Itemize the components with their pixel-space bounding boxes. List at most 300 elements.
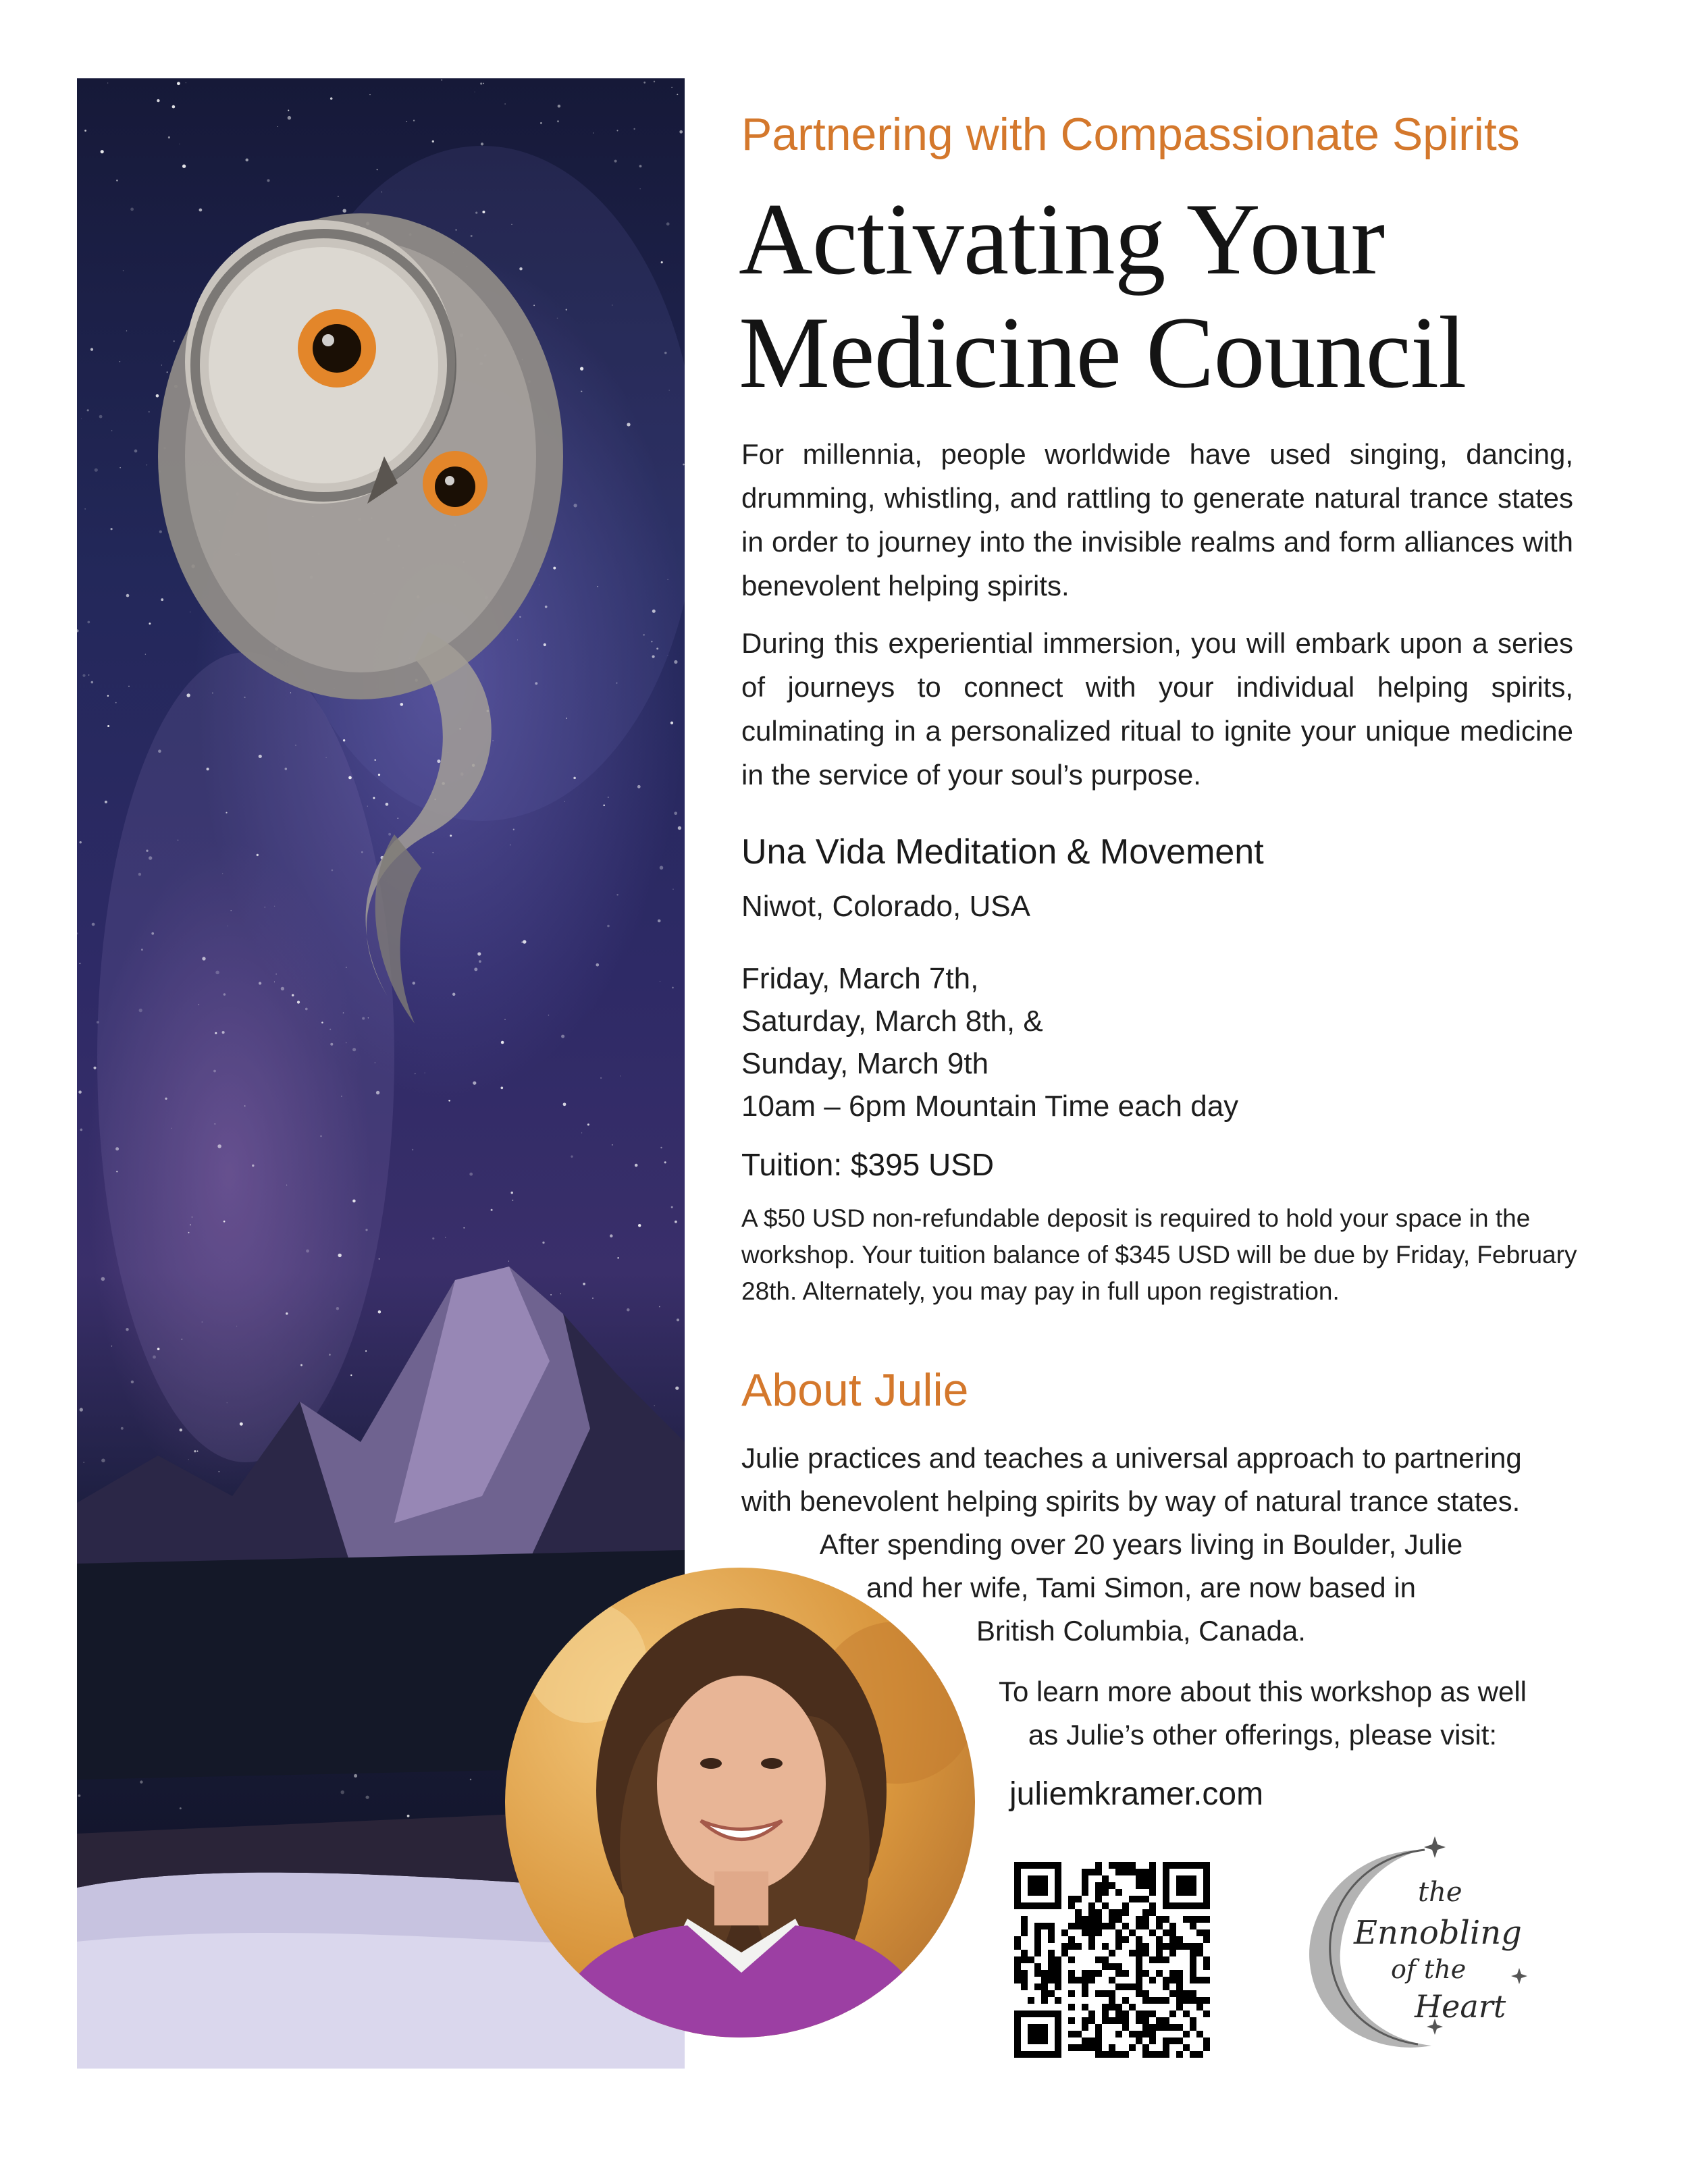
qr-finder [1028, 1875, 1048, 1896]
star [368, 1017, 369, 1018]
qr-module [1190, 1990, 1196, 1997]
star [677, 1319, 679, 1321]
star [130, 207, 134, 211]
star [519, 616, 521, 618]
star [659, 1306, 660, 1308]
qr-module [1129, 1950, 1136, 1956]
star [115, 1147, 119, 1150]
star [379, 1258, 380, 1260]
qr-module [1102, 1963, 1109, 1970]
qr-module [1142, 2017, 1149, 2024]
qr-module [1163, 1943, 1169, 1950]
qr-module [1169, 2037, 1176, 2044]
qr-module [1048, 1923, 1055, 1929]
qr-module [1055, 1983, 1061, 1990]
qr-module [1034, 1923, 1041, 1929]
qr-module [1142, 2024, 1149, 2031]
qr-module [1163, 1916, 1169, 1923]
star [510, 844, 511, 845]
qr-module [1095, 1896, 1102, 1902]
qr-module [1021, 1950, 1028, 1956]
star [348, 776, 352, 780]
qr-module [1109, 1916, 1115, 1923]
star [563, 1102, 566, 1106]
star [252, 1165, 254, 1167]
star [199, 209, 203, 212]
star [174, 340, 175, 342]
star [367, 806, 368, 807]
star [227, 1402, 228, 1403]
qr-module [1115, 1862, 1122, 1869]
qr-module [1082, 1875, 1088, 1882]
qr-module [1142, 1909, 1149, 1916]
star [571, 1155, 573, 1157]
star [78, 1794, 81, 1797]
qr-module [1176, 2037, 1183, 2044]
qr-module [1102, 1923, 1109, 1929]
star [654, 81, 655, 82]
qr-module [1109, 1862, 1115, 1869]
qr-module [1068, 1902, 1075, 1909]
star [580, 367, 583, 370]
star [369, 94, 371, 95]
star [128, 686, 130, 687]
qr-module [1068, 1956, 1075, 1963]
qr-module [1102, 2017, 1109, 2024]
star [441, 80, 442, 81]
star [101, 1459, 105, 1463]
qr-module [1088, 2010, 1095, 2017]
qr-module [1041, 1990, 1048, 1997]
qr-module [1176, 2024, 1183, 2031]
qr-module [1142, 2051, 1149, 2058]
qr-module [1190, 1970, 1196, 1977]
title-line-2: Medicine Council [739, 296, 1467, 409]
star [78, 1090, 82, 1094]
star [643, 82, 645, 84]
star [138, 873, 141, 876]
star [376, 1091, 379, 1094]
star [603, 804, 605, 806]
qr-module [1203, 1956, 1210, 1963]
star [177, 82, 180, 85]
star [213, 1070, 216, 1073]
star [638, 1224, 641, 1227]
qr-module [1102, 1889, 1109, 1896]
star [97, 1021, 99, 1023]
star [533, 304, 535, 306]
qr-module [1142, 1950, 1149, 1956]
qr-module [1068, 2044, 1075, 2051]
qr-module [1149, 2037, 1156, 2044]
intro-paragraph-1: For millennia, people worldwide have used singing, dancing, drumming, whistling, and rattling to generate natural trance states in order to journey into the invisible realms and form alliances with benevolent helping spirits. [741, 438, 1573, 602]
qr-module [1183, 1997, 1190, 2004]
qr-module [1075, 1916, 1082, 1923]
about-line: and her wife, Tami Simon, are now based in [866, 1572, 1416, 1603]
qr-module [1176, 1970, 1183, 1977]
star [292, 994, 294, 996]
star [202, 957, 205, 960]
star [198, 1004, 199, 1005]
qr-module [1041, 1923, 1048, 1929]
star [679, 130, 683, 134]
qr-module [1095, 2031, 1102, 2037]
qr-module [1122, 1997, 1129, 2004]
star [79, 963, 80, 964]
qr-module [1021, 1977, 1028, 1983]
qr-module [1156, 2017, 1163, 2024]
star [288, 116, 291, 119]
qr-module [1169, 1936, 1176, 1943]
qr-module [1183, 2044, 1190, 2051]
about-text [741, 1437, 1585, 1523]
qr-module [1055, 1956, 1061, 1963]
qr-module [1115, 1869, 1122, 1875]
star [134, 450, 138, 453]
star [120, 467, 121, 469]
star [146, 850, 148, 852]
star [188, 1232, 190, 1233]
venue-location: Niwot, Colorado, USA [741, 890, 1030, 923]
qr-module [1149, 1882, 1156, 1889]
qr-module [1088, 2044, 1095, 2051]
qr-module [1142, 1869, 1149, 1875]
qr-module [1183, 1943, 1190, 1950]
qr-module [1095, 2024, 1102, 2031]
qr-module [1109, 2017, 1115, 2024]
qr-module [1129, 2031, 1136, 2037]
star [413, 982, 415, 984]
qr-module [1149, 1909, 1156, 1916]
star [637, 785, 641, 789]
qr-module [1088, 2037, 1095, 2044]
star [671, 1206, 673, 1208]
star [157, 1348, 160, 1350]
star [378, 1310, 381, 1314]
star [480, 82, 482, 84]
qr-module [1203, 1929, 1210, 1936]
qr-module [1109, 1909, 1115, 1916]
qr-module [1109, 1882, 1115, 1889]
qr-module [1122, 1983, 1129, 1990]
title-line-1: Activating Your [739, 182, 1385, 296]
star [540, 122, 542, 124]
qr-module [1183, 1916, 1190, 1923]
qr-module [1109, 1977, 1115, 1983]
star [149, 856, 152, 859]
qr-module [1163, 2017, 1169, 2024]
qr-module [1068, 1990, 1075, 1997]
star [352, 1200, 356, 1203]
qr-module [1082, 1882, 1088, 1889]
star [306, 1250, 309, 1253]
star [167, 371, 168, 373]
star [182, 165, 186, 168]
star [101, 150, 104, 153]
qr-module [1048, 1950, 1055, 1956]
qr-module [1014, 1970, 1021, 1977]
qr-module [1183, 2031, 1190, 2037]
star [226, 812, 227, 814]
qr-module [1190, 1943, 1196, 1950]
star [617, 1257, 619, 1259]
star [607, 925, 610, 928]
star [600, 1077, 602, 1079]
qr-module [1115, 1936, 1122, 1943]
star [84, 130, 86, 132]
star [561, 1035, 564, 1038]
qr-module [1068, 1977, 1075, 1983]
qr-module [1088, 1923, 1095, 1929]
qr-module [1095, 1956, 1102, 1963]
star [212, 693, 213, 694]
qr-module [1095, 1916, 1102, 1923]
qr-module [1163, 1997, 1169, 2004]
star [614, 160, 617, 163]
star [201, 1321, 203, 1323]
qr-module [1190, 1977, 1196, 1983]
star [219, 1471, 220, 1472]
website-link[interactable]: juliemkramer.com [1009, 1776, 1264, 1812]
subtitle-kicker: Partnering with Compassionate Spirits [741, 109, 1520, 160]
star [325, 757, 327, 758]
star [581, 391, 582, 392]
qr-module [1136, 1916, 1142, 1923]
star [87, 621, 90, 624]
julie-portrait-photo [505, 1568, 975, 2037]
visit-text [966, 1670, 1560, 1757]
about-line: Julie practices and teaches a universal approach to partnering [741, 1442, 1522, 1474]
star [107, 725, 109, 727]
star [620, 1075, 621, 1076]
qr-module [1082, 2024, 1088, 2031]
star [491, 1209, 493, 1211]
star [378, 774, 380, 776]
qr-module [1156, 1970, 1163, 1977]
star [658, 920, 661, 923]
qr-module [1034, 1943, 1041, 1950]
star [126, 1328, 128, 1331]
qr-module [1055, 1963, 1061, 1970]
star [557, 318, 558, 319]
about-heading: About Julie [741, 1364, 969, 1416]
qr-module [1021, 1956, 1028, 1963]
about-line: British Columbia, Canada. [976, 1615, 1306, 1647]
qr-module [1149, 2031, 1156, 2037]
qr-module [1088, 1909, 1095, 1916]
qr-module [1095, 1869, 1102, 1875]
qr-module [1149, 1869, 1156, 1875]
qr-module [1169, 1929, 1176, 1936]
star [535, 682, 537, 685]
star [400, 703, 403, 706]
star [92, 923, 95, 926]
qr-module [1014, 1977, 1021, 1983]
qr-module [1095, 1862, 1102, 1869]
qr-module [1149, 1956, 1156, 1963]
star [654, 1405, 655, 1406]
qr-module [1176, 1977, 1183, 1983]
star [300, 1364, 302, 1366]
date-line: Saturday, March 8th, & [741, 1005, 1043, 1038]
qr-module [1115, 1916, 1122, 1923]
qr-module [1082, 2017, 1088, 2024]
star [281, 987, 284, 990]
qr-module [1163, 2051, 1169, 2058]
visit-line: as Julie’s other offerings, please visit: [1028, 1719, 1498, 1751]
qr-module [1142, 2044, 1149, 2051]
qr-module [1095, 1909, 1102, 1916]
star [481, 142, 483, 145]
qr-module [1129, 2044, 1136, 2051]
logo-word: of the [1391, 1954, 1467, 1984]
qr-module [1136, 1923, 1142, 1929]
star [504, 103, 505, 104]
star [482, 211, 485, 213]
qr-module [1102, 1943, 1109, 1950]
qr-module [1136, 2037, 1142, 2044]
star [661, 261, 663, 263]
qr-module [1075, 2044, 1082, 2051]
qr-module [1109, 1997, 1115, 2004]
qr-module [1082, 1869, 1088, 1875]
star [186, 693, 190, 697]
qr-module [1014, 1943, 1021, 1950]
star [215, 971, 219, 975]
qr-module [1136, 1970, 1142, 1977]
qr-module [1136, 1950, 1142, 1956]
star [581, 1133, 582, 1134]
qr-module [1156, 1936, 1163, 1943]
qr-module [1149, 1862, 1156, 1869]
qr-module [1142, 1882, 1149, 1889]
star [223, 993, 226, 996]
qr-module [1068, 1943, 1075, 1950]
qr-module [1149, 1875, 1156, 1882]
qr-module [1203, 2010, 1210, 2017]
star [79, 841, 81, 843]
qr-module [1082, 1916, 1088, 1923]
star [107, 695, 109, 696]
star [329, 1354, 331, 1356]
logo-word: the [1418, 1877, 1462, 1908]
star [672, 987, 674, 989]
qr-module [1163, 2037, 1169, 2044]
star [207, 768, 209, 770]
qr-module [1014, 1936, 1021, 1943]
star [274, 906, 275, 907]
star [373, 797, 375, 799]
qr-module [1088, 1902, 1095, 1909]
star [432, 1237, 434, 1240]
star [140, 1780, 142, 1783]
star [131, 1381, 134, 1383]
qr-module [1028, 1997, 1034, 2004]
qr-module [1088, 1977, 1095, 1983]
star [288, 109, 289, 111]
qr-module [1021, 1916, 1028, 1923]
qr-module [1095, 2044, 1102, 2051]
star [240, 1422, 243, 1426]
qr-module [1095, 1929, 1102, 1936]
star [149, 622, 151, 624]
star [667, 579, 668, 580]
date-line: Sunday, March 9th [741, 1047, 989, 1080]
qr-module [1115, 1943, 1122, 1950]
qr-module [1183, 2010, 1190, 2017]
star [101, 1277, 105, 1281]
qr-code[interactable] [1014, 1862, 1210, 2058]
qr-module [1190, 1916, 1196, 1923]
qr-module [1136, 1875, 1142, 1882]
star [500, 1087, 503, 1090]
star [244, 1105, 245, 1106]
qr-module [1122, 2051, 1129, 2058]
star [374, 759, 376, 761]
qr-module [1156, 1950, 1163, 1956]
qr-module [1095, 1970, 1102, 1977]
star [450, 834, 452, 836]
star [542, 1242, 544, 1244]
qr-module [1055, 1970, 1061, 1977]
qr-module [1136, 1943, 1142, 1950]
qr-module [1203, 1997, 1210, 2004]
qr-module [1068, 1936, 1075, 1943]
qr-module [1149, 1902, 1156, 1909]
qr-module [1055, 1977, 1061, 1983]
star [95, 469, 98, 472]
qr-module [1149, 2024, 1156, 2031]
qr-module [1109, 2044, 1115, 2051]
qr-module [1203, 1963, 1210, 1970]
star [474, 967, 477, 971]
qr-module [1014, 1956, 1021, 1963]
qr-module [1122, 2010, 1129, 2017]
qr-module [1136, 2017, 1142, 2024]
qr-module [1021, 1929, 1028, 1936]
qr-module [1142, 1970, 1149, 1977]
star [673, 889, 674, 890]
qr-module [1190, 1963, 1196, 1970]
star [82, 674, 85, 677]
star [285, 768, 288, 770]
qr-module [1061, 1950, 1068, 1956]
star [664, 352, 667, 354]
star [501, 1041, 504, 1044]
star [83, 1462, 84, 1463]
star [366, 1796, 369, 1799]
qr-module [1115, 2017, 1122, 2024]
qr-module [1055, 1997, 1061, 2004]
qr-module [1095, 2037, 1102, 2044]
star [566, 718, 567, 719]
star [573, 777, 576, 780]
qr-module [1088, 1943, 1095, 1950]
qr-module [1109, 1923, 1115, 1929]
star [80, 1408, 83, 1411]
qr-module [1034, 1970, 1041, 1977]
qr-module [1169, 1970, 1176, 1977]
star [215, 1032, 217, 1034]
qr-module [1122, 2024, 1129, 2031]
qr-module [1169, 1923, 1176, 1929]
star [388, 833, 391, 836]
qr-module [1034, 1983, 1041, 1990]
qr-module [1163, 2044, 1169, 2051]
qr-module [1196, 1943, 1203, 1950]
qr-module [1088, 1916, 1095, 1923]
qr-module [1142, 1875, 1149, 1882]
